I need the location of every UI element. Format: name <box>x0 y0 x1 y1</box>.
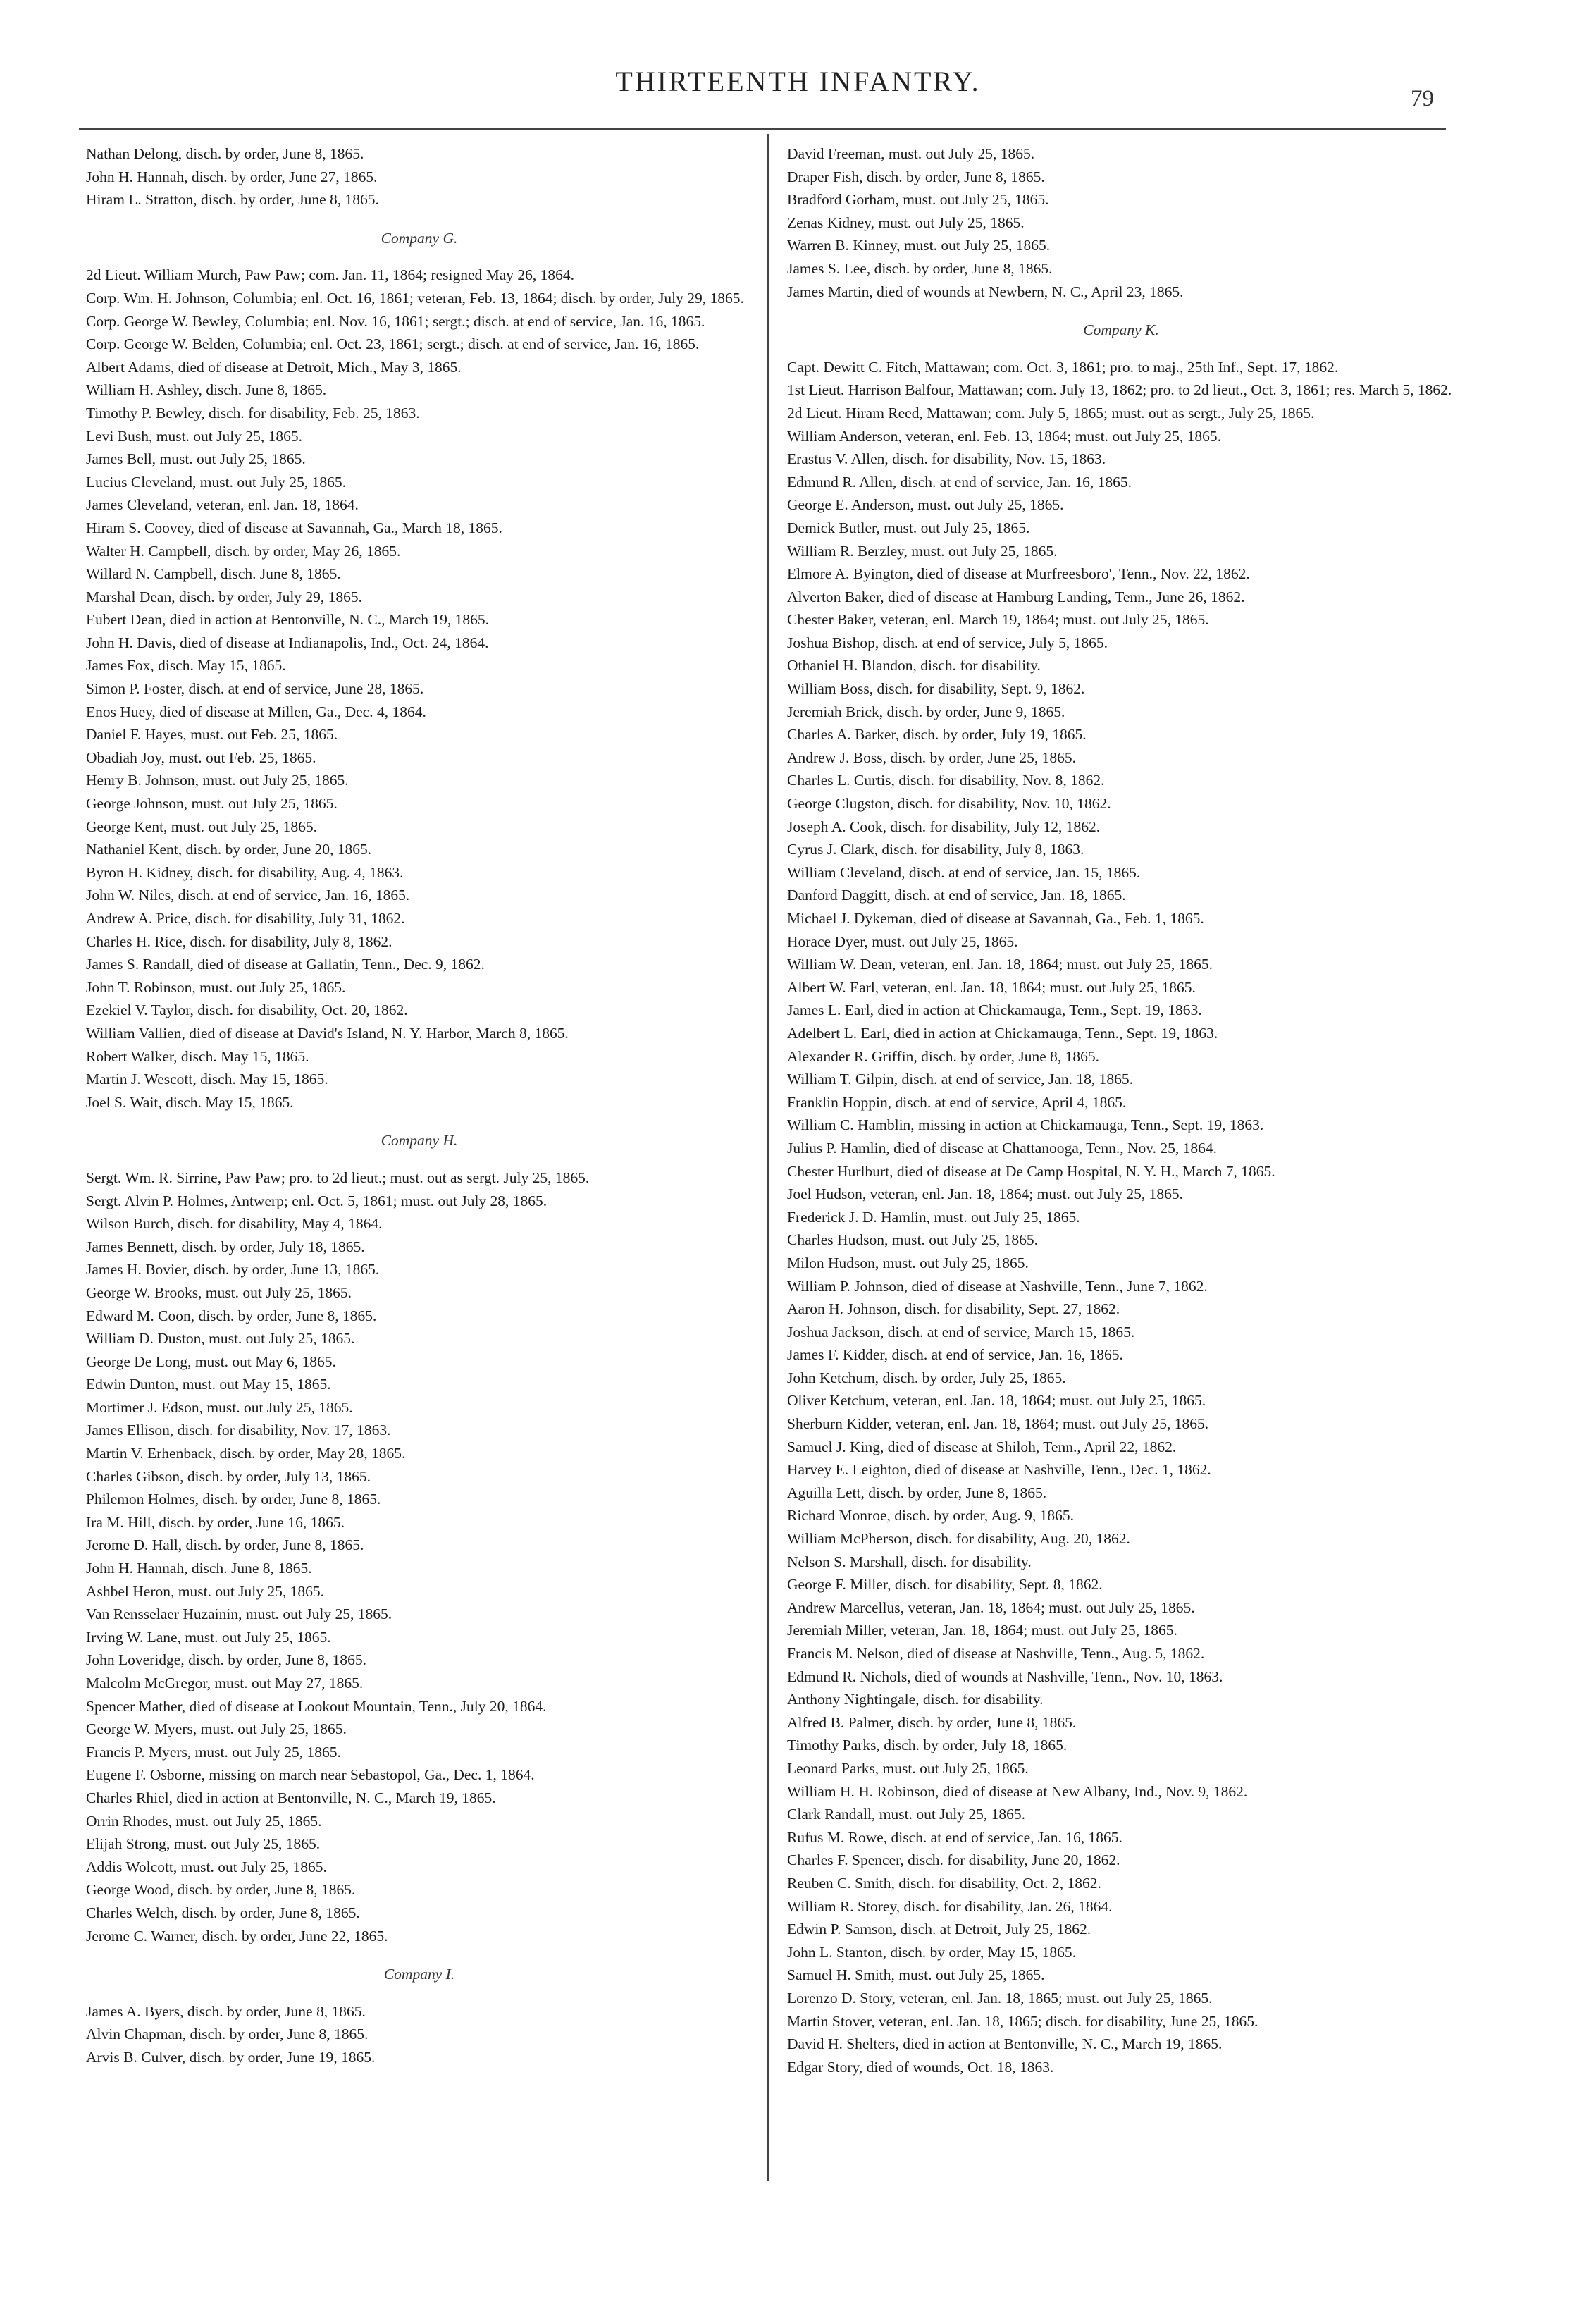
roster-entry: Oliver Ketchum, veteran, enl. Jan. 18, 1864; must. out July 25, 1865. <box>787 1392 1206 1410</box>
roster-entry: Lucius Cleveland, must. out July 25, 1865. <box>86 473 347 491</box>
roster-entry: Cyrus J. Clark, disch. for disability, July 8, 1863. <box>787 841 1084 858</box>
roster-entry: William H. H. Robinson, died of disease at New Albany, Ind., Nov. 9, 1862. <box>787 1782 1248 1800</box>
roster-entry: Alverton Baker, died of disease at Hamburg Landing, Tenn., June 26, 1862. <box>787 588 1245 605</box>
roster-entry: Joel Hudson, veteran, enl. Jan. 18, 1864; must. out July 25, 1865. <box>787 1185 1183 1203</box>
roster-entry: Sergt. Wm. R. Sirrine, Paw Paw; pro. to 2d lieut.; must. out as sergt. July 25, 1865. <box>86 1169 590 1186</box>
roster-entry: Warren B. Kinney, must. out July 25, 1865. <box>787 237 1051 254</box>
roster-entry: James H. Bovier, disch. by order, June 13, 1865. <box>86 1261 380 1278</box>
company-heading: Company I. <box>383 1966 455 1983</box>
roster-entry: Joshua Bishop, disch. at end of service, July 5, 1865. <box>787 634 1108 651</box>
page-number: 79 <box>1411 86 1434 111</box>
roster-entry: Ira M. Hill, disch. by order, June 16, 1865. <box>86 1513 345 1531</box>
roster-entry: Jeremiah Miller, veteran, Jan. 18, 1864; must. out July 25, 1865. <box>787 1622 1177 1639</box>
roster-entry: David Freeman, must. out July 25, 1865. <box>787 145 1035 162</box>
roster-entry: William Vallien, died of disease at David's Island, N. Y. Harbor, March 8, 1865. <box>86 1024 569 1042</box>
roster-entry: Charles F. Spencer, disch. for disability, June 20, 1862. <box>787 1851 1120 1869</box>
roster-entry: James Cleveland, veteran, enl. Jan. 18, 1864. <box>86 496 359 514</box>
roster-entry: James L. Earl, died in action at Chickamauga, Tenn., Sept. 19, 1863. <box>787 1001 1202 1019</box>
roster-entry: Jeremiah Brick, disch. by order, June 9, 1865. <box>787 703 1065 720</box>
roster-entry: Byron H. Kidney, disch. for disability, Aug. 4, 1863. <box>86 863 404 881</box>
roster-entry: Simon P. Foster, disch. at end of service, June 28, 1865. <box>86 680 424 698</box>
roster-entry: George Wood, disch. by order, June 8, 1865. <box>86 1881 356 1899</box>
roster-entry: Charles A. Barker, disch. by order, July 19, 1865. <box>787 726 1087 744</box>
roster-entry: Chester Baker, veteran, enl. March 19, 1864; must. out July 25, 1865. <box>787 611 1209 629</box>
roster-entry: George Clugston, disch. for disability, Nov. 10, 1862. <box>787 795 1111 813</box>
roster-entry: James Bennett, disch. by order, July 18, 1865. <box>86 1238 365 1255</box>
roster-entry: James S. Randall, died of disease at Gallatin, Tenn., Dec. 9, 1862. <box>86 956 485 973</box>
roster-entry: Albert W. Earl, veteran, enl. Jan. 18, 1864; must. out July 25, 1865. <box>787 978 1196 996</box>
roster-entry: Clark Randall, must. out July 25, 1865. <box>787 1806 1026 1823</box>
roster-entry: Mortimer J. Edson, must. out July 25, 1865. <box>86 1398 353 1416</box>
roster-entry: William McPherson, disch. for disability, Aug. 20, 1862. <box>787 1530 1130 1548</box>
roster-entry: Marshal Dean, disch. by order, July 29, 1865. <box>86 588 363 605</box>
page-title: THIRTEENTH INFANTRY. <box>615 66 981 97</box>
roster-entry: Elmore A. Byington, died of disease at Murfreesboro', Tenn., Nov. 22, 1862. <box>787 565 1250 583</box>
roster-entry: George De Long, must. out May 6, 1865. <box>86 1352 336 1370</box>
roster-entry: Charles Welch, disch. by order, June 8, 1865. <box>86 1904 360 1921</box>
roster-entry: Joel S. Wait, disch. May 15, 1865. <box>86 1093 294 1111</box>
roster-entry: Andrew Marcellus, veteran, Jan. 18, 1864; must. out July 25, 1865. <box>787 1598 1195 1616</box>
roster-entry: Daniel F. Hayes, must. out Feb. 25, 1865. <box>86 726 338 744</box>
roster-entry: Rufus M. Rowe, disch. at end of service, Jan. 16, 1865. <box>787 1828 1122 1846</box>
roster-entry: George W. Myers, must. out July 25, 1865. <box>86 1720 347 1738</box>
roster-entry: Frederick J. D. Hamlin, must. out July 25, 1865. <box>787 1208 1080 1226</box>
roster-entry: William D. Duston, must. out July 25, 1865. <box>86 1330 355 1348</box>
roster-entry: Anthony Nightingale, disch. for disability. <box>787 1691 1044 1708</box>
roster-entry: Sergt. Alvin P. Holmes, Antwerp; enl. Oct. 5, 1861; must. out July 28, 1865. <box>86 1192 548 1209</box>
roster-entry: Andrew J. Boss, disch. by order, June 25, 1865. <box>787 748 1076 766</box>
roster-entry: George E. Anderson, must. out July 25, 1865. <box>787 496 1064 514</box>
roster-entry: William Anderson, veteran, enl. Feb. 13, 1864; must. out July 25, 1865. <box>787 427 1222 445</box>
roster-entry: Malcolm McGregor, must. out May 27, 1865. <box>86 1675 364 1691</box>
roster-entry: Walter H. Campbell, disch. by order, May 26, 1865. <box>86 542 401 560</box>
roster-entry: Spencer Mather, died of disease at Lookout Mountain, Tenn., July 20, 1864. <box>86 1697 547 1715</box>
roster-entry: William P. Johnson, died of disease at Nashville, Tenn., June 7, 1862. <box>787 1277 1208 1295</box>
roster-entry: Leonard Parks, must. out July 25, 1865. <box>787 1759 1029 1777</box>
roster-entry: William R. Storey, disch. for disability, Jan. 26, 1864. <box>787 1897 1113 1915</box>
roster-entry: Elijah Strong, must. out July 25, 1865. <box>86 1835 321 1853</box>
roster-entry: Martin Stover, veteran, enl. Jan. 18, 1865; disch. for disability, June 25, 1865. <box>787 2012 1258 2030</box>
roster-entry: James A. Byers, disch. by order, June 8, 1865. <box>86 2002 366 2020</box>
roster-entry: James F. Kidder, disch. at end of service, Jan. 16, 1865. <box>787 1346 1123 1364</box>
company-heading: Company K. <box>1083 321 1159 339</box>
roster-entry: George Johnson, must. out July 25, 1865. <box>86 795 338 813</box>
roster-entry: Ashbel Heron, must. out July 25, 1865. <box>86 1582 325 1600</box>
roster-entry: Joseph A. Cook, disch. for disability, July 12, 1862. <box>787 818 1101 835</box>
roster-entry: Timothy P. Bewley, disch. for disability, Feb. 25, 1863. <box>86 404 420 421</box>
roster-entry: Francis M. Nelson, died of disease at Nashville, Tenn., Aug. 5, 1862. <box>787 1645 1205 1662</box>
roster-entry: James S. Lee, disch. by order, June 8, 1865. <box>787 259 1053 277</box>
roster-entry: John W. Niles, disch. at end of service, Jan. 16, 1865. <box>86 887 410 904</box>
roster-entry: Nelson S. Marshall, disch. for disability. <box>787 1553 1032 1570</box>
roster-entry: Andrew A. Price, disch. for disability, July 31, 1862. <box>86 910 405 927</box>
roster-entry: John Loveridge, disch. by order, June 8, 1865. <box>86 1651 367 1669</box>
roster-entry: Henry B. Johnson, must. out July 25, 1865. <box>86 772 349 789</box>
roster-entry: William Cleveland, disch. at end of service, Jan. 15, 1865. <box>787 863 1141 881</box>
roster-entry: Robert Walker, disch. May 15, 1865. <box>86 1047 309 1065</box>
roster-entry: Julius P. Hamlin, died of disease at Chattanooga, Tenn., Nov. 25, 1864. <box>787 1139 1217 1157</box>
roster-entry: James Martin, died of wounds at Newbern, N. C., April 23, 1865. <box>787 283 1184 300</box>
roster-entry: William R. Berzley, must. out July 25, 1865. <box>787 542 1058 560</box>
roster-entry: Adelbert L. Earl, died in action at Chickamauga, Tenn., Sept. 19, 1863. <box>787 1024 1218 1042</box>
roster-entry: Philemon Holmes, disch. by order, June 8, 1865. <box>86 1491 381 1508</box>
roster-entry: John H. Hannah, disch. June 8, 1865. <box>86 1560 312 1577</box>
roster-entry: William T. Gilpin, disch. at end of service, Jan. 18, 1865. <box>787 1071 1133 1088</box>
roster-entry: John L. Stanton, disch. by order, May 15, 1865. <box>787 1943 1076 1961</box>
roster-entry: Jerome C. Warner, disch. by order, June 22, 1865. <box>86 1927 388 1944</box>
roster-entry: Obadiah Joy, must. out Feb. 25, 1865. <box>86 748 316 766</box>
roster-entry: Franklin Hoppin, disch. at end of service, April 4, 1865. <box>787 1093 1127 1111</box>
roster-entry: Sherburn Kidder, veteran, enl. Jan. 18, 1864; must. out July 25, 1865. <box>787 1415 1209 1433</box>
roster-entry: Othaniel H. Blandon, disch. for disability. <box>787 657 1041 674</box>
roster-entry: Edgar Story, died of wounds, Oct. 18, 1863. <box>787 2058 1054 2076</box>
roster-entry: Jerome D. Hall, disch. by order, June 8, 1865. <box>86 1536 364 1554</box>
roster-entry: Bradford Gorham, must. out July 25, 1865. <box>787 191 1049 209</box>
roster-entry: Corp. Wm. H. Johnson, Columbia; enl. Oct. 16, 1861; veteran, Feb. 13, 1864; disch. by order, July 29, 1865. <box>86 289 744 307</box>
roster-entry: Francis P. Myers, must. out July 25, 1865. <box>86 1743 341 1761</box>
roster-entry: William C. Hamblin, missing in action at Chickamauga, Tenn., Sept. 19, 1863. <box>787 1116 1264 1134</box>
roster-entry: Martin V. Erhenback, disch. by order, May 28, 1865. <box>86 1445 406 1462</box>
roster-entry: Martin J. Wescott, disch. May 15, 1865. <box>86 1071 328 1088</box>
roster-entry: James Fox, disch. May 15, 1865. <box>86 657 286 674</box>
roster-entry: Draper Fish, disch. by order, June 8, 1865. <box>787 168 1045 185</box>
roster-entry: Edwin P. Samson, disch. at Detroit, July 25, 1862. <box>787 1921 1091 1938</box>
roster-entry: Demick Butler, must. out July 25, 1865. <box>787 519 1030 536</box>
roster-entry: Irving W. Lane, must. out July 25, 1865. <box>86 1628 331 1646</box>
roster-entry: John Ketchum, disch. by order, July 25, 1865. <box>787 1369 1066 1386</box>
roster-entry: Edwin Dunton, must. out May 15, 1865. <box>86 1376 331 1393</box>
roster-entry: George W. Brooks, must. out July 25, 1865. <box>86 1283 352 1301</box>
roster-entry: Edward M. Coon, disch. by order, June 8, 1865. <box>86 1307 377 1324</box>
roster-entry: James Bell, must. out July 25, 1865. <box>86 450 306 468</box>
roster-entry: William W. Dean, veteran, enl. Jan. 18, 1864; must. out July 25, 1865. <box>787 956 1213 973</box>
roster-entry: Enos Huey, died of disease at Millen, Ga., Dec. 4, 1864. <box>86 703 426 720</box>
roster-entry: Arvis B. Culver, disch. by order, June 19, 1865. <box>86 2048 376 2066</box>
roster-entry: Michael J. Dykeman, died of disease at Savannah, Ga., Feb. 1, 1865. <box>787 910 1204 927</box>
roster-entry: Charles Gibson, disch. by order, July 13, 1865. <box>86 1467 371 1485</box>
roster-entry: Levi Bush, must. out July 25, 1865. <box>86 427 302 445</box>
roster-entry: Samuel J. King, died of disease at Shiloh, Tenn., April 22, 1862. <box>787 1438 1177 1455</box>
roster-entry: Hiram L. Stratton, disch. by order, June 8, 1865. <box>86 191 379 209</box>
company-heading: Company G. <box>381 229 458 247</box>
roster-entry: Charles Hudson, must. out July 25, 1865. <box>787 1231 1038 1249</box>
roster-entry: Erastus V. Allen, disch. for disability, Nov. 15, 1863. <box>787 450 1106 468</box>
roster-entry: John T. Robinson, must. out July 25, 1865. <box>86 978 346 996</box>
roster-entry: Van Rensselaer Huzainin, must. out July 25, 1865. <box>86 1605 392 1623</box>
roster-entry: George Kent, must. out July 25, 1865. <box>86 818 318 835</box>
roster-entry: Danford Daggitt, disch. at end of service, Jan. 18, 1865. <box>787 887 1126 904</box>
roster-entry: Alvin Chapman, disch. by order, June 8, 1865. <box>86 2026 369 2043</box>
roster-entry: Nathaniel Kent, disch. by order, June 20, 1865. <box>86 841 372 858</box>
header-rule <box>79 128 1446 130</box>
roster-entry: Charles L. Curtis, disch. for disability, Nov. 8, 1862. <box>787 772 1105 789</box>
roster-entry: Orrin Rhodes, must. out July 25, 1865. <box>86 1812 322 1830</box>
roster-entry: John H. Hannah, disch. by order, June 27, 1865. <box>86 168 378 185</box>
company-heading: Company H. <box>381 1132 458 1150</box>
roster-entry: Ezekiel V. Taylor, disch. for disability, Oct. 20, 1862. <box>86 1001 408 1019</box>
roster-entry: Samuel H. Smith, must. out July 25, 1865. <box>787 1966 1045 1984</box>
right-column <box>787 142 1455 2078</box>
roster-entry: Edmund R. Nichols, died of wounds at Nashville, Tenn., Nov. 10, 1863. <box>787 1668 1223 1685</box>
roster-entry: Alfred B. Palmer, disch. by order, June 8, 1865. <box>787 1713 1077 1731</box>
column-divider <box>767 134 769 2181</box>
roster-entry: Charles Rhiel, died in action at Bentonville, N. C., March 19, 1865. <box>86 1789 496 1806</box>
roster-entry: Corp. George W. Bewley, Columbia; enl. Nov. 16, 1861; sergt.; disch. at end of service, Jan. 16, 1865. <box>86 312 705 330</box>
roster-entry: John H. Davis, died of disease at Indianapolis, Ind., Oct. 24, 1864. <box>86 634 489 651</box>
roster-entry: Addis Wolcott, must. out July 25, 1865. <box>86 1858 327 1875</box>
roster-entry: Eubert Dean, died in action at Bentonville, N. C., March 19, 1865. <box>86 611 490 629</box>
roster-entry: Edmund R. Allen, disch. at end of service, Jan. 16, 1865. <box>787 473 1132 491</box>
roster-entry: Richard Monroe, disch. by order, Aug. 9, 1865. <box>787 1507 1074 1524</box>
roster-entry: Albert Adams, died of disease at Detroit, Mich., May 3, 1865. <box>86 358 462 376</box>
roster-entry: 1st Lieut. Harrison Balfour, Mattawan; com. July 13, 1862; pro. to 2d lieut., Oct. 3, 1861; res. March 5, 1862. <box>787 381 1452 399</box>
roster-entry: Reuben C. Smith, disch. for disability, Oct. 2, 1862. <box>787 1874 1101 1892</box>
roster-entry: Wilson Burch, disch. for disability, May 4, 1864. <box>86 1215 383 1233</box>
roster-entry: Hiram S. Coovey, died of disease at Savannah, Ga., March 18, 1865. <box>86 519 502 536</box>
roster-entry: 2d Lieut. Hiram Reed, Mattawan; com. July 5, 1865; must. out as sergt., July 25, 1865. <box>787 404 1315 421</box>
roster-entry: Aaron H. Johnson, disch. for disability, Sept. 27, 1862. <box>787 1300 1120 1318</box>
roster-entry: William Boss, disch. for disability, Sept. 9, 1862. <box>787 680 1085 698</box>
roster-entry: Corp. George W. Belden, Columbia; enl. Oct. 23, 1861; sergt.; disch. at end of service, Jan. 16, 1865. <box>86 335 700 353</box>
roster-entry: Lorenzo D. Story, veteran, enl. Jan. 18, 1865; must. out July 25, 1865. <box>787 1989 1213 2007</box>
roster-entry: Aguilla Lett, disch. by order, June 8, 1865. <box>787 1484 1047 1501</box>
roster-entry: David H. Shelters, died in action at Bentonville, N. C., March 19, 1865. <box>787 2035 1223 2053</box>
roster-entry: Joshua Jackson, disch. at end of service, March 15, 1865. <box>787 1323 1135 1340</box>
roster-entry: Charles H. Rice, disch. for disability, July 8, 1862. <box>86 932 392 950</box>
roster-entry: Chester Hurlburt, died of disease at De Camp Hospital, N. Y. H., March 7, 1865. <box>787 1162 1275 1180</box>
left-column <box>86 142 753 2069</box>
roster-entry: William H. Ashley, disch. June 8, 1865. <box>86 381 327 399</box>
roster-entry: Capt. Dewitt C. Fitch, Mattawan; com. Oct. 3, 1861; pro. to maj., 25th Inf., Sept. 17, 1862. <box>787 358 1339 376</box>
roster-entry: Zenas Kidney, must. out July 25, 1865. <box>787 214 1025 231</box>
roster-entry: Alexander R. Griffin, disch. by order, June 8, 1865. <box>787 1047 1099 1065</box>
roster-entry: Milon Hudson, must. out July 25, 1865. <box>787 1254 1029 1271</box>
roster-entry: George F. Miller, disch. for disability, Sept. 8, 1862. <box>787 1576 1103 1594</box>
roster-entry: James Ellison, disch. for disability, Nov. 17, 1863. <box>86 1422 391 1439</box>
roster-entry: 2d Lieut. William Murch, Paw Paw; com. Jan. 11, 1864; resigned May 26, 1864. <box>86 266 575 284</box>
roster-entry: Eugene F. Osborne, missing on march near Sebastopol, Ga., Dec. 1, 1864. <box>86 1766 535 1784</box>
roster-entry: Horace Dyer, must. out July 25, 1865. <box>787 932 1018 950</box>
roster-entry: Harvey E. Leighton, died of disease at Nashville, Tenn., Dec. 1, 1862. <box>787 1461 1211 1479</box>
roster-entry: Timothy Parks, disch. by order, July 18, 1865. <box>787 1737 1068 1754</box>
roster-entry: Willard N. Campbell, disch. June 8, 1865. <box>86 565 341 583</box>
roster-entry: Nathan Delong, disch. by order, June 8, 1865. <box>86 145 364 162</box>
